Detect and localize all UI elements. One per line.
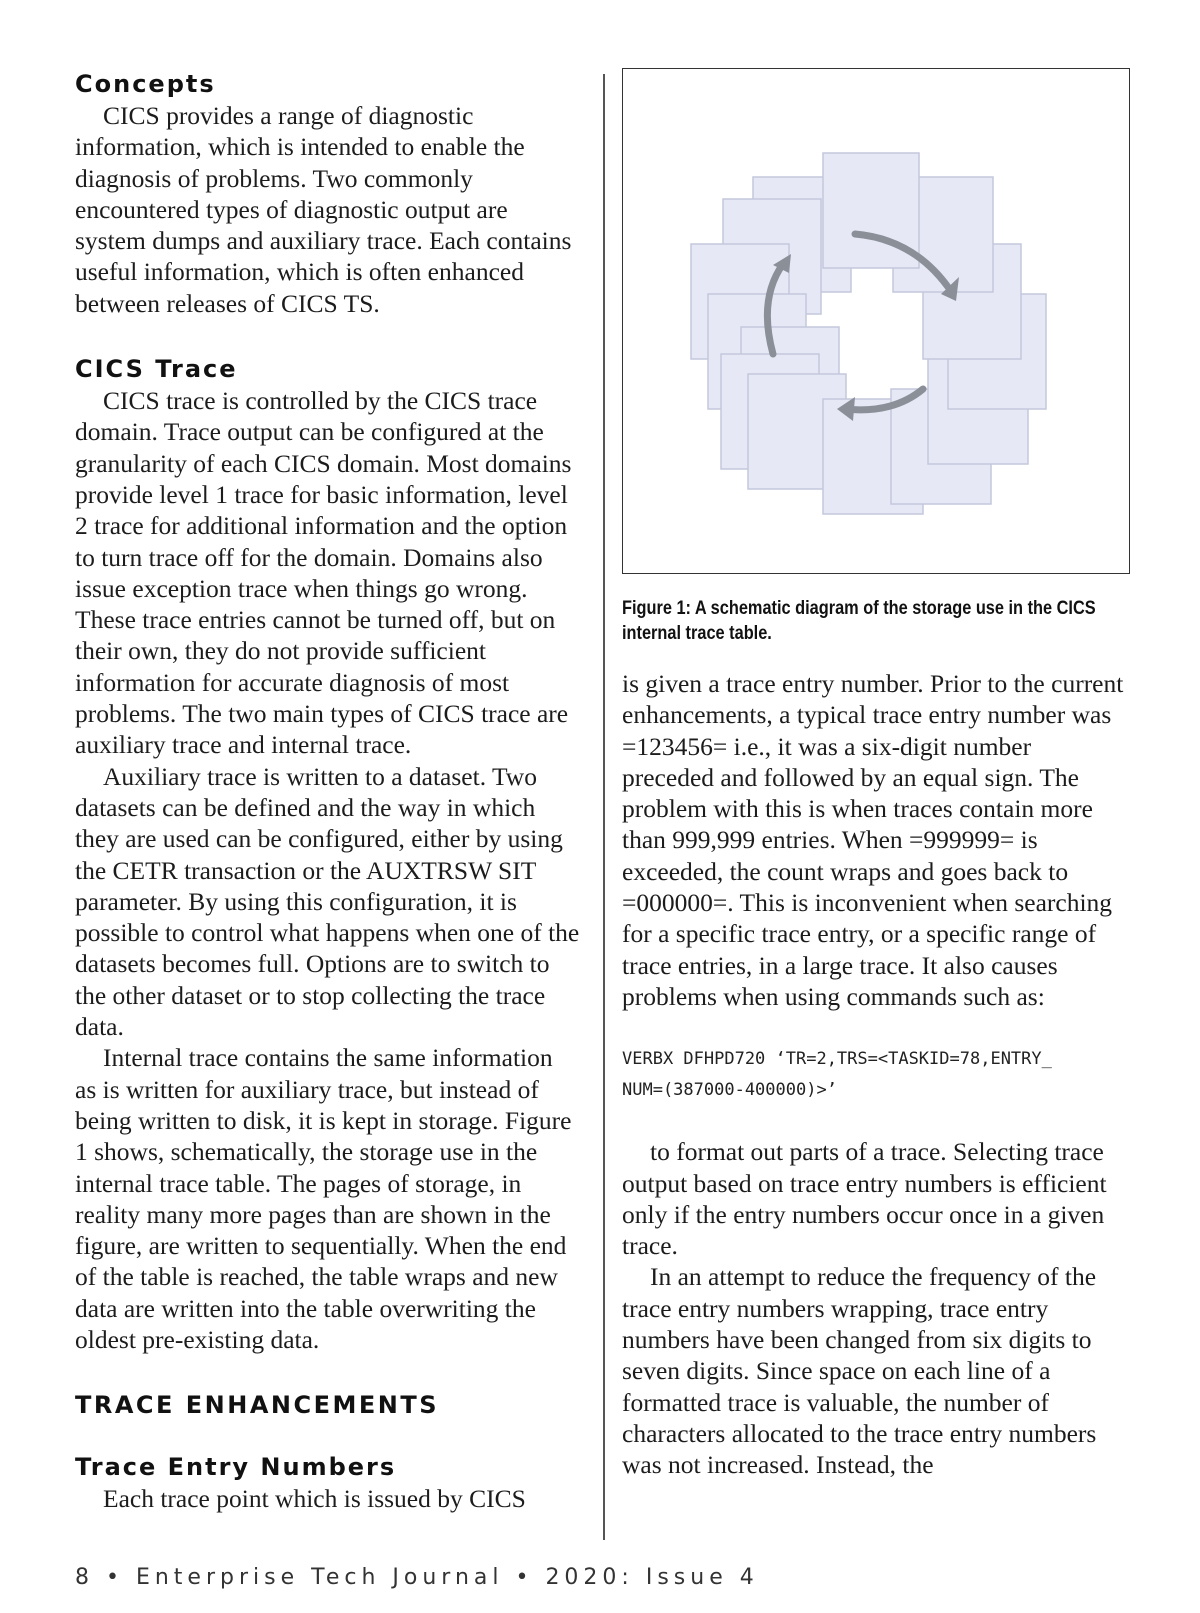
code-line-2: NUM=(387000-400000)>’ — [622, 1080, 837, 1101]
section-heading-trace-enhancements: TRACE ENHANCEMENTS — [75, 1391, 440, 1420]
right-paragraph-1: is given a trace entry number. Prior to the current enhancements, a typical trace entry number was =123456= i.e., it was a six-digit number preceded and followed by an equal sign. The problem with this is when traces contain more than 999,999 entries. When =999999= is exceeded, the count wraps and goes back to =000000=. This is inconvenient when searching for a specific trace entry, or a specific range of trace entries, in a large trace. It also causes problems when using commands such as: — [622, 669, 1124, 1011]
cics-trace-paragraph-3: Internal trace contains the same information as is written for auxiliary trace, but instead of being written to disk, it is kept in storage. Figure 1 shows, schematically, the storage use in the internal trace table. The pages of storage, in reality many more pages than are shown in the figure, are written to sequentially. When the end of the table is reached, the table wraps and new data are written into the table overwriting the oldest pre-existing data. — [75, 1043, 572, 1354]
section-heading-concepts: Concepts — [75, 70, 216, 98]
page-footer: 8 • Enterprise Tech Journal • 2020: Issue 4 — [75, 1565, 759, 1590]
storage-page-stack — [691, 153, 1046, 514]
trace-table-diagram — [623, 69, 1129, 573]
cics-trace-paragraph-1: CICS trace is controlled by the CICS trace domain. Trace output can be configured at the granularity of each CICS domain. Most domains provide level 1 trace for basic information, level 2 trace for additional information and the option to turn trace off for the domain. Domains also issue exception trace when things go wrong. These trace entries cannot be turned off, but on their own, they do not provide sufficient information for accurate diagnosis of most problems. The two main types of CICS trace are auxiliary trace and internal trace. — [75, 386, 572, 760]
right-paragraph-3: In an attempt to reduce the frequency of the trace entry numbers wrapping, trace entry numbers have been changed from six digits to seven digits. Since space on each line of a formatted trace is valuable, the number of characters allocated to the trace entry numbers was not increased. Instead, the — [622, 1262, 1097, 1480]
figure-caption: Figure 1: A schematic diagram of the storage use in the CICS internal trace table. — [622, 598, 1096, 644]
trace-entry-numbers-paragraph: Each trace point which is issued by CICS — [103, 1484, 526, 1514]
cics-trace-paragraph-2: Auxiliary trace is written to a dataset. Two datasets can be defined and the way in which they are used can be configured, either by using the CETR transaction or the AUXTRSW SIT parameter. By using this configuration, it is possible to control what happens when one of the datasets becomes full. Options are to switch to the other dataset or to stop collecting the trace data. — [75, 761, 580, 1042]
right-column — [622, 68, 1127, 1481]
column-divider — [603, 74, 605, 1540]
section-heading-cics-trace: CICS Trace — [75, 355, 238, 384]
figure-1 — [622, 68, 1130, 574]
left-column — [75, 68, 580, 1515]
code-line-1: VERBX DFHPD720 ‘TR=2,TRS=<TASKID=78,ENTRY_ — [622, 1049, 1052, 1070]
right-paragraph-2: to format out parts of a trace. Selecting trace output based on trace entry numbers is efficient only if the entry numbers occur once in a given trace. — [622, 1137, 1107, 1261]
concepts-paragraph: CICS provides a range of diagnostic information, which is intended to enable the diagnosis of problems. Two commonly encountered types of diagnostic output are system dumps and auxiliary trace. Each contains useful information, which is often enhanced between releases of CICS TS. — [75, 101, 572, 318]
section-heading-trace-entry-numbers: Trace Entry Numbers — [75, 1453, 397, 1482]
